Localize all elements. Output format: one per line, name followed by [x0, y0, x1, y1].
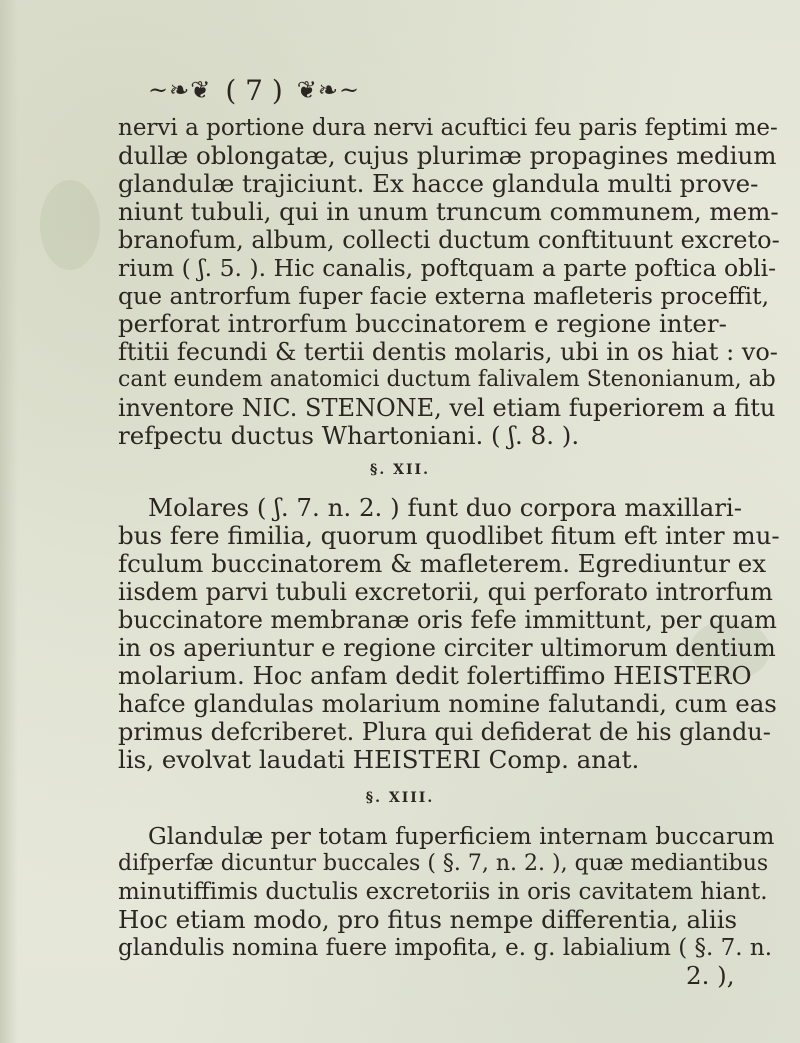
text-line: inventore NIC. STENONE, vel etiam fuperiorem a fitu [118, 394, 776, 422]
text-line: ftitii fecundi & tertii dentis molaris, ubi in os hiat : vo- [118, 338, 778, 366]
text-line: minutiffimis ductulis excretoriis in oris cavitatem hiant. [118, 879, 768, 905]
text-line: difperfæ dicuntur buccales ( §. 7, n. 2. ), quæ mediantibus [118, 851, 769, 876]
text-line: que antrorfum fuper facie externa mafleteris proceffit, [118, 282, 770, 310]
page-binding-shadow [0, 0, 18, 1043]
text-line: glandulæ trajiciunt. Ex hacce glandula multi prove- [118, 169, 759, 198]
text-line: dullæ oblongatæ, cujus plurimæ propagines medium [118, 141, 777, 170]
text-line: primus defcriberet. Plura qui defiderat de his glandu- [118, 718, 771, 746]
text-line: nervi a portione dura nervi acuftici feu paris feptimi me- [118, 115, 778, 141]
text-line: Hoc etiam modo, pro fitus nempe differentia, aliis [118, 905, 738, 934]
catchword: 2. ), [686, 961, 735, 990]
page-header [148, 72, 360, 108]
text-line: hafce glandulas molarium nomine falutandi, cum eas [118, 689, 777, 718]
text-line: niunt tubuli, qui in unum truncum communem, mem- [118, 197, 779, 226]
section-heading-xii: §. XII. [370, 462, 430, 478]
text-line: in os aperiuntur e regione circiter ultimorum dentium [118, 634, 776, 662]
text-line: rium ( ʃ. 5. ). Hic canalis, poftquam a parte poftica obli- [118, 254, 777, 282]
text-line: perforat introrfum buccinatorem e regione inter- [118, 309, 727, 338]
page-number: ( 7 ) [225, 73, 283, 107]
text-line: Molares ( ʃ. 7. n. 2. ) funt duo corpora maxillari- [148, 493, 743, 522]
text-line: buccinatore membranæ oris fefe immittunt, per quam [118, 606, 777, 634]
text-line: bus fere fimilia, quorum quodlibet fitum eft inter mu- [118, 521, 780, 550]
text-line: refpectu ductus Whartoniani. ( ʃ. 8. ). [118, 421, 580, 450]
text-line: molarium. Hoc anfam dedit folertiffimo HEISTERO [118, 661, 752, 690]
text-line: Glandulæ per totam fuperficiem internam buccarum [148, 822, 775, 850]
text-line: cant eundem anatomici ductum falivalem Stenonianum, ab [118, 367, 776, 392]
text-line: lis, evolvat laudati HEISTERI Comp. anat. [118, 745, 640, 774]
text-line: fculum buccinatorem & mafleterem. Egrediuntur ex [118, 549, 767, 578]
section-heading-xiii: §. XIII. [365, 790, 435, 806]
text-line: glandulis nomina fuere impofita, e. g. labialium ( §. 7. n. [118, 935, 773, 961]
ornament-left: ~❧❦ [148, 76, 212, 104]
paper-stain [40, 180, 100, 270]
ornament-right: ❦❧~ [296, 76, 361, 104]
text-line: branofum, album, collecti ductum conftituunt excreto- [118, 226, 780, 254]
text-line: iisdem parvi tubuli excretorii, qui perforato introrfum [118, 578, 773, 606]
